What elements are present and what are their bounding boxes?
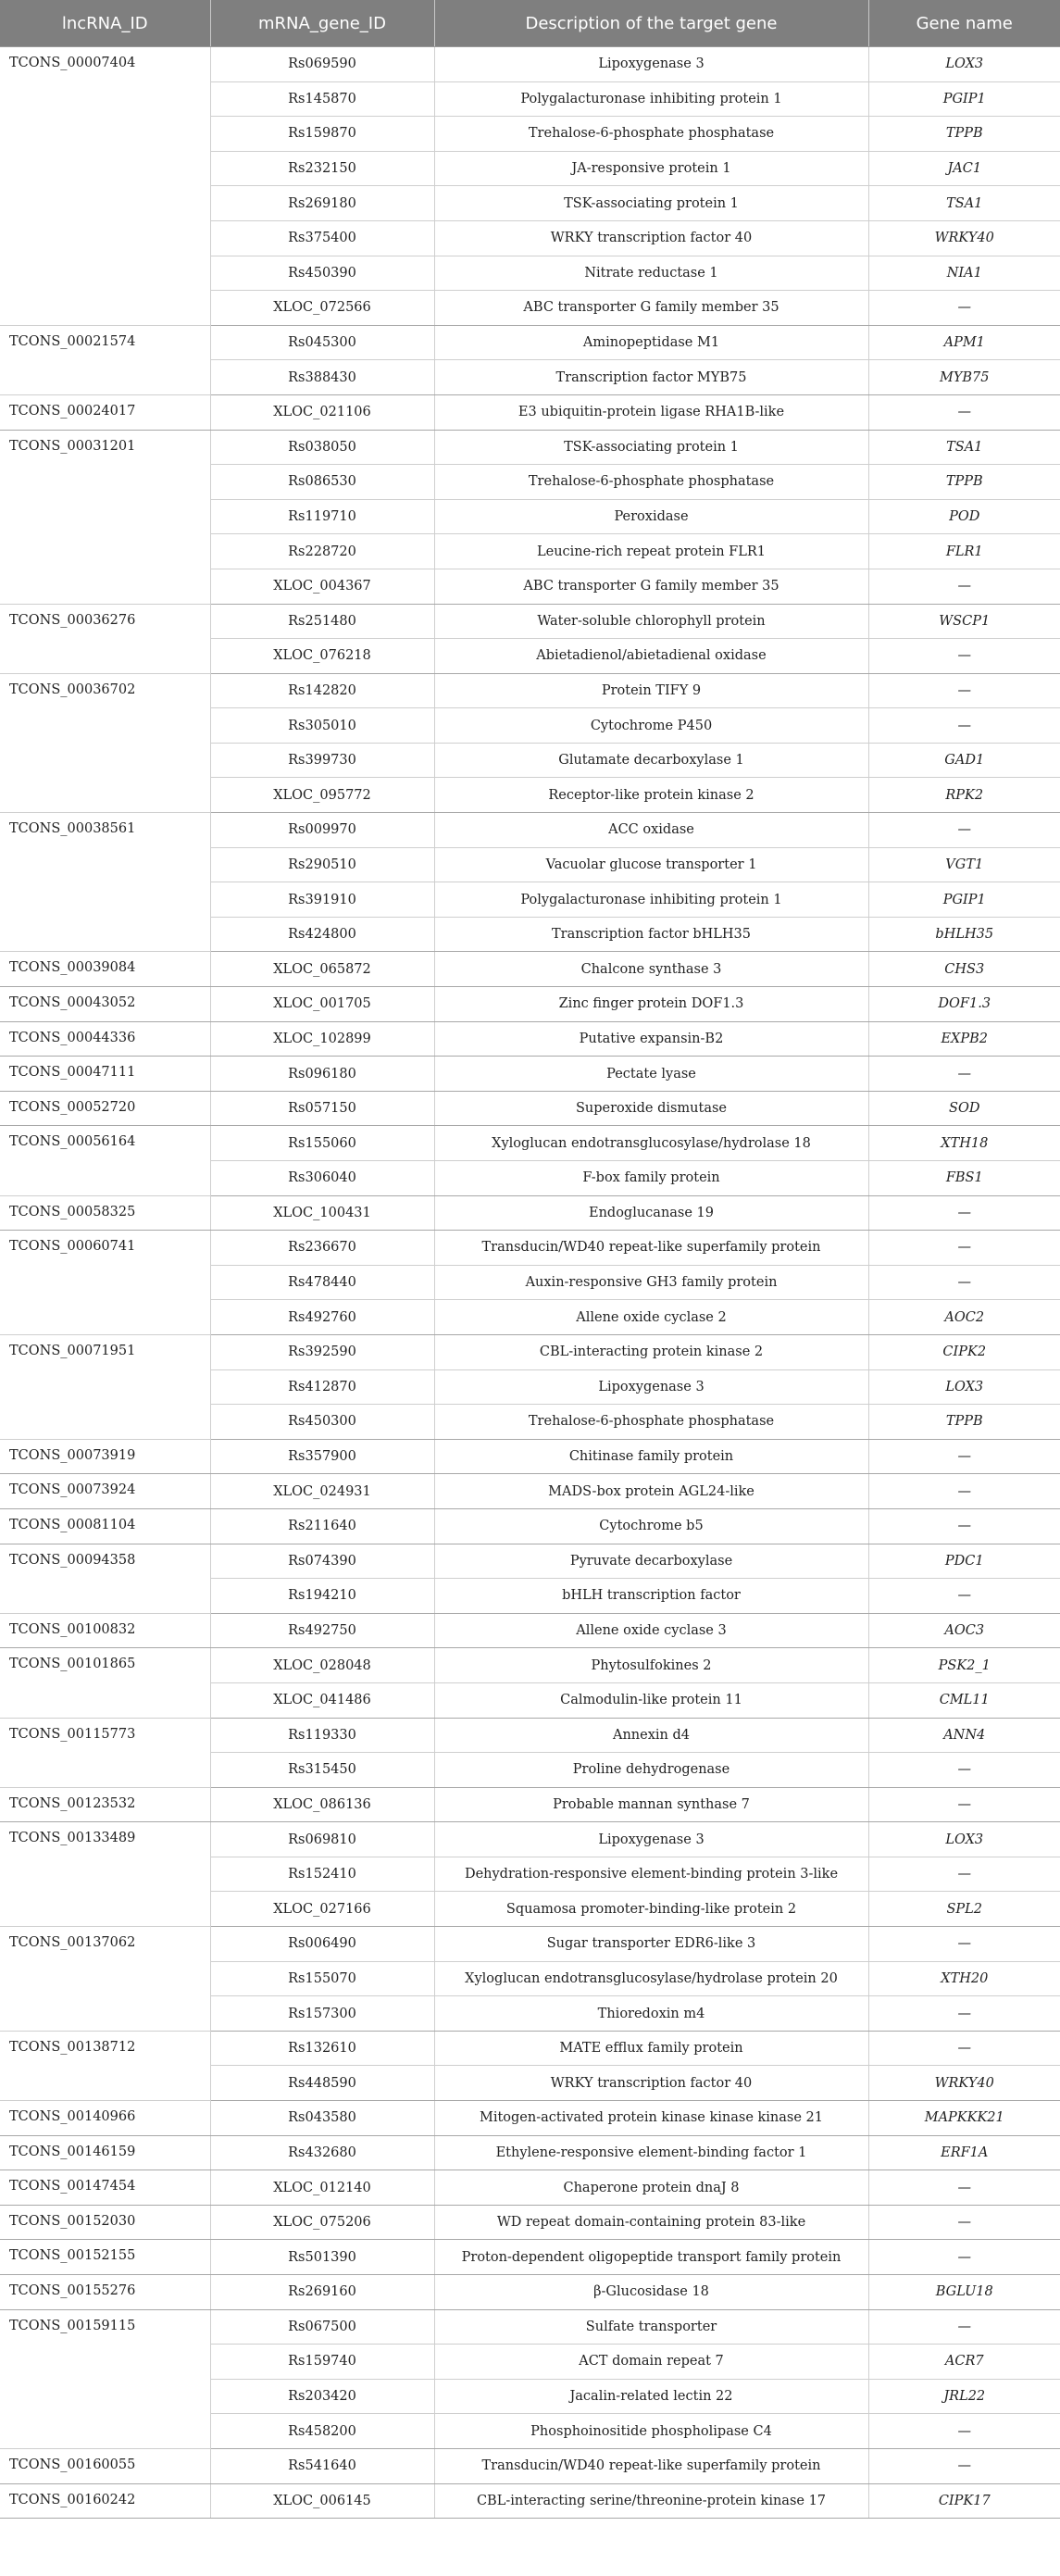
table-row [0, 2483, 1060, 2519]
description-cell: TSK-associating protein 1 [434, 430, 868, 465]
description-cell: Allene oxide cyclase 3 [434, 1613, 868, 1648]
mrna-gene-id-cell: Rs448590 [210, 2066, 434, 2101]
gene-name-cell: PDC1 [868, 1544, 1060, 1579]
gene-name-cell: bHLH35 [868, 917, 1060, 952]
description-cell: Transducin/WD40 repeat-like superfamily protein [434, 1231, 868, 1266]
gene-name-cell: — [868, 394, 1060, 430]
lncrna-id-cell: TCONS_00021574 [0, 325, 210, 394]
gene-name-cell: POD [868, 499, 1060, 534]
description-cell: WRKY transcription factor 40 [434, 220, 868, 256]
description-cell: WD repeat domain-containing protein 83-like [434, 2205, 868, 2240]
table-row [0, 813, 1060, 848]
mrna-gene-id-cell: Rs391910 [210, 882, 434, 918]
table-row [0, 1822, 1060, 1857]
gene-name-cell: EXPB2 [868, 1021, 1060, 1057]
lncrna-id-cell: TCONS_00100832 [0, 1613, 210, 1648]
gene-name-cell: PSK2_1 [868, 1648, 1060, 1683]
description-cell: Dehydration-responsive element-binding protein 3-like [434, 1857, 868, 1892]
lncrna-id-cell: TCONS_00155276 [0, 2275, 210, 2310]
gene-name-cell: TSA1 [868, 430, 1060, 465]
table-row [0, 673, 1060, 708]
lncrna-id-cell: TCONS_00159115 [0, 2309, 210, 2448]
table-row [0, 1508, 1060, 1544]
description-cell: Transcription factor MYB75 [434, 360, 868, 395]
lncrna-id-cell: TCONS_00038561 [0, 813, 210, 952]
description-cell: β-Glucosidase 18 [434, 2275, 868, 2310]
mrna-gene-id-cell: Rs132610 [210, 2031, 434, 2066]
description-cell: Peroxidase [434, 499, 868, 534]
lncrna-id-cell: TCONS_00094358 [0, 1544, 210, 1613]
gene-name-cell: JAC1 [868, 151, 1060, 186]
description-cell: Endoglucanase 19 [434, 1195, 868, 1231]
header-description: Description of the target gene [434, 0, 868, 47]
description-cell: Sulfate transporter [434, 2309, 868, 2345]
table-header [0, 0, 1060, 47]
mrna-gene-id-cell: Rs399730 [210, 743, 434, 778]
gene-name-cell: ACR7 [868, 2345, 1060, 2380]
mrna-gene-id-cell: Rs232150 [210, 151, 434, 186]
mrna-gene-id-cell: Rs228720 [210, 534, 434, 569]
lncrna-id-cell: TCONS_00160055 [0, 2448, 210, 2483]
mrna-gene-id-cell: XLOC_001705 [210, 987, 434, 1022]
lncrna-id-cell: TCONS_00101865 [0, 1648, 210, 1718]
mrna-gene-id-cell: XLOC_086136 [210, 1787, 434, 1822]
description-cell: Squamosa promoter-binding-like protein 2 [434, 1892, 868, 1927]
gene-name-cell: TPPB [868, 1405, 1060, 1440]
table-row [0, 987, 1060, 1022]
gene-name-cell: ANN4 [868, 1718, 1060, 1753]
table-row [0, 2101, 1060, 2136]
mrna-gene-id-cell: Rs155060 [210, 1126, 434, 1161]
gene-name-cell: — [868, 2031, 1060, 2066]
header-gene-name: Gene name [868, 0, 1060, 47]
mrna-gene-id-cell: Rs251480 [210, 604, 434, 639]
gene-name-cell: LOX3 [868, 1822, 1060, 1857]
mrna-gene-id-cell: Rs392590 [210, 1334, 434, 1369]
description-cell: Transducin/WD40 repeat-like superfamily protein [434, 2448, 868, 2483]
description-cell: TSK-associating protein 1 [434, 186, 868, 221]
gene-name-cell: AOC2 [868, 1300, 1060, 1335]
gene-name-cell: — [868, 569, 1060, 604]
mrna-gene-id-cell: Rs119330 [210, 1718, 434, 1753]
description-cell: Vacuolar glucose transporter 1 [434, 847, 868, 882]
lncrna-id-cell: TCONS_00160242 [0, 2483, 210, 2519]
description-cell: F-box family protein [434, 1161, 868, 1196]
mrna-gene-id-cell: Rs412870 [210, 1369, 434, 1405]
description-cell: ACC oxidase [434, 813, 868, 848]
table-row [0, 1021, 1060, 1057]
description-cell: Glutamate decarboxylase 1 [434, 743, 868, 778]
mrna-gene-id-cell: Rs432680 [210, 2135, 434, 2170]
gene-name-cell: VGT1 [868, 847, 1060, 882]
gene-name-cell: FLR1 [868, 534, 1060, 569]
table-row [0, 2031, 1060, 2066]
description-cell: Lipoxygenase 3 [434, 1822, 868, 1857]
table-row [0, 2240, 1060, 2275]
lncrna-id-cell: TCONS_00007404 [0, 47, 210, 326]
description-cell: Phosphoinositide phospholipase C4 [434, 2414, 868, 2449]
mrna-gene-id-cell: Rs157300 [210, 1996, 434, 2032]
mrna-gene-id-cell: Rs069810 [210, 1822, 434, 1857]
gene-name-cell: — [868, 1579, 1060, 1614]
mrna-gene-id-cell: Rs096180 [210, 1057, 434, 1092]
gene-name-cell: — [868, 2240, 1060, 2275]
description-cell: Thioredoxin m4 [434, 1996, 868, 2032]
gene-name-cell: — [868, 1195, 1060, 1231]
mrna-gene-id-cell: Rs211640 [210, 1508, 434, 1544]
mrna-gene-id-cell: Rs145870 [210, 81, 434, 117]
lncrna-id-cell: TCONS_00056164 [0, 1126, 210, 1195]
mrna-gene-id-cell: Rs057150 [210, 1091, 434, 1126]
table-row [0, 2309, 1060, 2345]
description-cell: Polygalacturonase inhibiting protein 1 [434, 81, 868, 117]
gene-name-cell: — [868, 1927, 1060, 1962]
mrna-gene-id-cell: XLOC_027166 [210, 1892, 434, 1927]
gene-name-cell: DOF1.3 [868, 987, 1060, 1022]
table-row [0, 1057, 1060, 1092]
table-row [0, 394, 1060, 430]
description-cell: Chalcone synthase 3 [434, 952, 868, 987]
description-cell: CBL-interacting serine/threonine-protein kinase 17 [434, 2483, 868, 2519]
mrna-gene-id-cell: XLOC_012140 [210, 2170, 434, 2206]
lncrna-id-cell: TCONS_00036702 [0, 673, 210, 812]
lncrna-id-cell: TCONS_00123532 [0, 1787, 210, 1822]
gene-name-cell: BGLU18 [868, 2275, 1060, 2310]
gene-name-cell: TSA1 [868, 186, 1060, 221]
mrna-gene-id-cell: Rs269160 [210, 2275, 434, 2310]
mrna-gene-id-cell: Rs069590 [210, 47, 434, 82]
gene-name-cell: — [868, 2309, 1060, 2345]
description-cell: Pectate lyase [434, 1057, 868, 1092]
mrna-gene-id-cell: Rs142820 [210, 673, 434, 708]
lncrna-id-cell: TCONS_00071951 [0, 1334, 210, 1439]
mrna-gene-id-cell: Rs305010 [210, 708, 434, 744]
description-cell: Calmodulin-like protein 11 [434, 1682, 868, 1718]
lncrna-id-cell: TCONS_00140966 [0, 2101, 210, 2136]
mrna-gene-id-cell: XLOC_095772 [210, 778, 434, 813]
lncrna-id-cell: TCONS_00152155 [0, 2240, 210, 2275]
mrna-gene-id-cell: Rs478440 [210, 1265, 434, 1300]
mrna-gene-id-cell: Rs236670 [210, 1231, 434, 1266]
mrna-gene-id-cell: Rs450390 [210, 256, 434, 291]
lncrna-id-cell: TCONS_00043052 [0, 987, 210, 1022]
gene-name-cell: WRKY40 [868, 220, 1060, 256]
gene-name-cell: — [868, 2170, 1060, 2206]
gene-name-cell: — [868, 1787, 1060, 1822]
table-row [0, 2448, 1060, 2483]
description-cell: Jacalin-related lectin 22 [434, 2379, 868, 2414]
description-cell: Xyloglucan endotransglucosylase/hydrolase protein 20 [434, 1961, 868, 1996]
mrna-gene-id-cell: XLOC_100431 [210, 1195, 434, 1231]
description-cell: Allene oxide cyclase 2 [434, 1300, 868, 1335]
mrna-gene-id-cell: Rs306040 [210, 1161, 434, 1196]
lncrna-id-cell: TCONS_00146159 [0, 2135, 210, 2170]
gene-name-cell: — [868, 1231, 1060, 1266]
mrna-gene-id-cell: XLOC_028048 [210, 1648, 434, 1683]
mrna-gene-id-cell: Rs159870 [210, 117, 434, 152]
description-cell: Superoxide dismutase [434, 1091, 868, 1126]
table-row [0, 1231, 1060, 1266]
mrna-gene-id-cell: Rs388430 [210, 360, 434, 395]
description-cell: Lipoxygenase 3 [434, 47, 868, 82]
lncrna-id-cell: TCONS_00133489 [0, 1822, 210, 1927]
lncrna-id-cell: TCONS_00152030 [0, 2205, 210, 2240]
table-row [0, 952, 1060, 987]
mrna-gene-id-cell: Rs006490 [210, 1927, 434, 1962]
table-row [0, 1439, 1060, 1474]
description-cell: Sugar transporter EDR6-like 3 [434, 1927, 868, 1962]
mrna-gene-id-cell: XLOC_075206 [210, 2205, 434, 2240]
description-cell: Proline dehydrogenase [434, 1753, 868, 1788]
lncrna-id-cell: TCONS_00138712 [0, 2031, 210, 2100]
mrna-gene-id-cell: Rs203420 [210, 2379, 434, 2414]
gene-name-cell: CIPK2 [868, 1334, 1060, 1369]
gene-name-cell: LOX3 [868, 47, 1060, 82]
description-cell: Nitrate reductase 1 [434, 256, 868, 291]
lncrna-id-cell: TCONS_00058325 [0, 1195, 210, 1231]
gene-name-cell: WSCP1 [868, 604, 1060, 639]
mrna-gene-id-cell: Rs492760 [210, 1300, 434, 1335]
gene-name-cell: TPPB [868, 117, 1060, 152]
mrna-gene-id-cell: Rs086530 [210, 465, 434, 500]
header-mrna-gene-id: mRNA_gene_ID [210, 0, 434, 47]
description-cell: Aminopeptidase M1 [434, 325, 868, 360]
description-cell: Chitinase family protein [434, 1439, 868, 1474]
gene-name-cell: LOX3 [868, 1369, 1060, 1405]
table-row [0, 1195, 1060, 1231]
table-row [0, 604, 1060, 639]
gene-name-cell: — [868, 1508, 1060, 1544]
table-row [0, 1648, 1060, 1683]
mrna-gene-id-cell: Rs119710 [210, 499, 434, 534]
description-cell: Phytosulfokines 2 [434, 1648, 868, 1683]
description-cell: Annexin d4 [434, 1718, 868, 1753]
gene-name-cell: PGIP1 [868, 81, 1060, 117]
gene-name-cell: SPL2 [868, 1892, 1060, 1927]
gene-name-cell: NIA1 [868, 256, 1060, 291]
description-cell: Protein TIFY 9 [434, 673, 868, 708]
lncrna-id-cell: TCONS_00081104 [0, 1508, 210, 1544]
gene-name-cell: XTH18 [868, 1126, 1060, 1161]
gene-name-cell: CIPK17 [868, 2483, 1060, 2519]
description-cell: Zinc finger protein DOF1.3 [434, 987, 868, 1022]
gene-name-cell: — [868, 1265, 1060, 1300]
description-cell: MADS-box protein AGL24-like [434, 1474, 868, 1509]
mrna-gene-id-cell: XLOC_021106 [210, 394, 434, 430]
description-cell: Probable mannan synthase 7 [434, 1787, 868, 1822]
mrna-gene-id-cell: XLOC_006145 [210, 2483, 434, 2519]
description-cell: E3 ubiquitin-protein ligase RHA1B-like [434, 394, 868, 430]
lncrna-id-cell: TCONS_00115773 [0, 1718, 210, 1787]
gene-name-cell: GAD1 [868, 743, 1060, 778]
gene-name-cell: SOD [868, 1091, 1060, 1126]
mrna-gene-id-cell: Rs067500 [210, 2309, 434, 2345]
gene-name-cell: — [868, 2448, 1060, 2483]
mrna-gene-id-cell: Rs038050 [210, 430, 434, 465]
lncrna-id-cell: TCONS_00147454 [0, 2170, 210, 2206]
gene-name-cell: — [868, 1057, 1060, 1092]
description-cell: ABC transporter G family member 35 [434, 569, 868, 604]
lncrna-id-cell: TCONS_00047111 [0, 1057, 210, 1092]
table-row [0, 1091, 1060, 1126]
mrna-gene-id-cell: Rs155070 [210, 1961, 434, 1996]
lncrna-id-cell: TCONS_00137062 [0, 1927, 210, 2032]
description-cell: Receptor-like protein kinase 2 [434, 778, 868, 813]
mrna-gene-id-cell: Rs159740 [210, 2345, 434, 2380]
table-row [0, 2275, 1060, 2310]
gene-name-cell: CML11 [868, 1682, 1060, 1718]
description-cell: WRKY transcription factor 40 [434, 2066, 868, 2101]
description-cell: Trehalose-6-phosphate phosphatase [434, 1405, 868, 1440]
mrna-gene-id-cell: XLOC_076218 [210, 639, 434, 674]
gene-name-cell: — [868, 813, 1060, 848]
gene-name-cell: MYB75 [868, 360, 1060, 395]
table-row [0, 430, 1060, 465]
mrna-gene-id-cell: XLOC_065872 [210, 952, 434, 987]
mrna-gene-id-cell: XLOC_041486 [210, 1682, 434, 1718]
mrna-gene-id-cell: XLOC_004367 [210, 569, 434, 604]
table-row [0, 1927, 1060, 1962]
table-row [0, 1126, 1060, 1161]
gene-name-cell: RPK2 [868, 778, 1060, 813]
gene-name-cell: JRL22 [868, 2379, 1060, 2414]
mrna-gene-id-cell: Rs424800 [210, 917, 434, 952]
description-cell: Pyruvate decarboxylase [434, 1544, 868, 1579]
gene-name-cell: — [868, 1753, 1060, 1788]
table-body [0, 47, 1060, 2519]
lncrna-id-cell: TCONS_00024017 [0, 394, 210, 430]
mrna-gene-id-cell: Rs152410 [210, 1857, 434, 1892]
table-row [0, 2135, 1060, 2170]
description-cell: ACT domain repeat 7 [434, 2345, 868, 2380]
gene-name-cell: XTH20 [868, 1961, 1060, 1996]
lncrna-id-cell: TCONS_00073919 [0, 1439, 210, 1474]
description-cell: JA-responsive protein 1 [434, 151, 868, 186]
table-row [0, 1787, 1060, 1822]
table-row [0, 47, 1060, 82]
description-cell: Auxin-responsive GH3 family protein [434, 1265, 868, 1300]
description-cell: Chaperone protein dnaJ 8 [434, 2170, 868, 2206]
mrna-gene-id-cell: Rs315450 [210, 1753, 434, 1788]
description-cell: Polygalacturonase inhibiting protein 1 [434, 882, 868, 918]
gene-name-cell: — [868, 291, 1060, 326]
description-cell: Cytochrome b5 [434, 1508, 868, 1544]
description-cell: Proton-dependent oligopeptide transport family protein [434, 2240, 868, 2275]
mrna-gene-id-cell: Rs074390 [210, 1544, 434, 1579]
table-row [0, 1334, 1060, 1369]
description-cell: Trehalose-6-phosphate phosphatase [434, 117, 868, 152]
mrna-gene-id-cell: XLOC_024931 [210, 1474, 434, 1509]
mrna-gene-id-cell: Rs492750 [210, 1613, 434, 1648]
description-cell: bHLH transcription factor [434, 1579, 868, 1614]
gene-name-cell: AOC3 [868, 1613, 1060, 1648]
gene-name-cell: ERF1A [868, 2135, 1060, 2170]
mrna-gene-id-cell: Rs375400 [210, 220, 434, 256]
description-cell: Cytochrome P450 [434, 708, 868, 744]
gene-name-cell: APM1 [868, 325, 1060, 360]
description-cell: Lipoxygenase 3 [434, 1369, 868, 1405]
mrna-gene-id-cell: Rs290510 [210, 847, 434, 882]
table-row [0, 1474, 1060, 1509]
gene-name-cell: MAPKKK21 [868, 2101, 1060, 2136]
description-cell: Ethylene-responsive element-binding factor 1 [434, 2135, 868, 2170]
description-cell: Trehalose-6-phosphate phosphatase [434, 465, 868, 500]
description-cell: Water-soluble chlorophyll protein [434, 604, 868, 639]
header-lncrna-id: lncRNA_ID [0, 0, 210, 47]
gene-name-cell: — [868, 639, 1060, 674]
lncrna-id-cell: TCONS_00039084 [0, 952, 210, 987]
mrna-gene-id-cell: Rs009970 [210, 813, 434, 848]
description-cell: ABC transporter G family member 35 [434, 291, 868, 326]
gene-name-cell: — [868, 708, 1060, 744]
table-row [0, 1613, 1060, 1648]
mrna-gene-id-cell: Rs357900 [210, 1439, 434, 1474]
gene-name-cell: — [868, 1996, 1060, 2032]
lncrna-id-cell: TCONS_00031201 [0, 430, 210, 604]
gene-name-cell: — [868, 2414, 1060, 2449]
mrna-gene-id-cell: Rs269180 [210, 186, 434, 221]
table-row [0, 1544, 1060, 1579]
gene-name-cell: CHS3 [868, 952, 1060, 987]
mrna-gene-id-cell: Rs458200 [210, 2414, 434, 2449]
mrna-gene-id-cell: XLOC_102899 [210, 1021, 434, 1057]
mrna-gene-id-cell: Rs043580 [210, 2101, 434, 2136]
gene-name-cell: — [868, 1474, 1060, 1509]
mrna-gene-id-cell: Rs045300 [210, 325, 434, 360]
description-cell: Abietadienol/abietadienal oxidase [434, 639, 868, 674]
table-row [0, 1718, 1060, 1753]
gene-name-cell: — [868, 1439, 1060, 1474]
mrna-gene-id-cell: XLOC_072566 [210, 291, 434, 326]
description-cell: CBL-interacting protein kinase 2 [434, 1334, 868, 1369]
table-row [0, 325, 1060, 360]
gene-name-cell: PGIP1 [868, 882, 1060, 918]
description-cell: Mitogen-activated protein kinase kinase kinase 21 [434, 2101, 868, 2136]
gene-name-cell: WRKY40 [868, 2066, 1060, 2101]
description-cell: Xyloglucan endotransglucosylase/hydrolase 18 [434, 1126, 868, 1161]
mrna-gene-id-cell: Rs501390 [210, 2240, 434, 2275]
table-row [0, 2170, 1060, 2206]
mrna-gene-id-cell: Rs450300 [210, 1405, 434, 1440]
gene-name-cell: — [868, 673, 1060, 708]
description-cell: Transcription factor bHLH35 [434, 917, 868, 952]
gene-name-cell: — [868, 2205, 1060, 2240]
gene-name-cell: FBS1 [868, 1161, 1060, 1196]
description-cell: Leucine-rich repeat protein FLR1 [434, 534, 868, 569]
table-row [0, 2205, 1060, 2240]
mrna-gene-id-cell: Rs194210 [210, 1579, 434, 1614]
description-cell: Putative expansin-B2 [434, 1021, 868, 1057]
gene-name-cell: TPPB [868, 465, 1060, 500]
lncrna-id-cell: TCONS_00044336 [0, 1021, 210, 1057]
lncrna-id-cell: TCONS_00073924 [0, 1474, 210, 1509]
description-cell: MATE efflux family protein [434, 2031, 868, 2066]
gene-name-cell: — [868, 1857, 1060, 1892]
lncrna-id-cell: TCONS_00060741 [0, 1231, 210, 1335]
lncrna-id-cell: TCONS_00036276 [0, 604, 210, 673]
mrna-gene-id-cell: Rs541640 [210, 2448, 434, 2483]
lncrna-id-cell: TCONS_00052720 [0, 1091, 210, 1126]
